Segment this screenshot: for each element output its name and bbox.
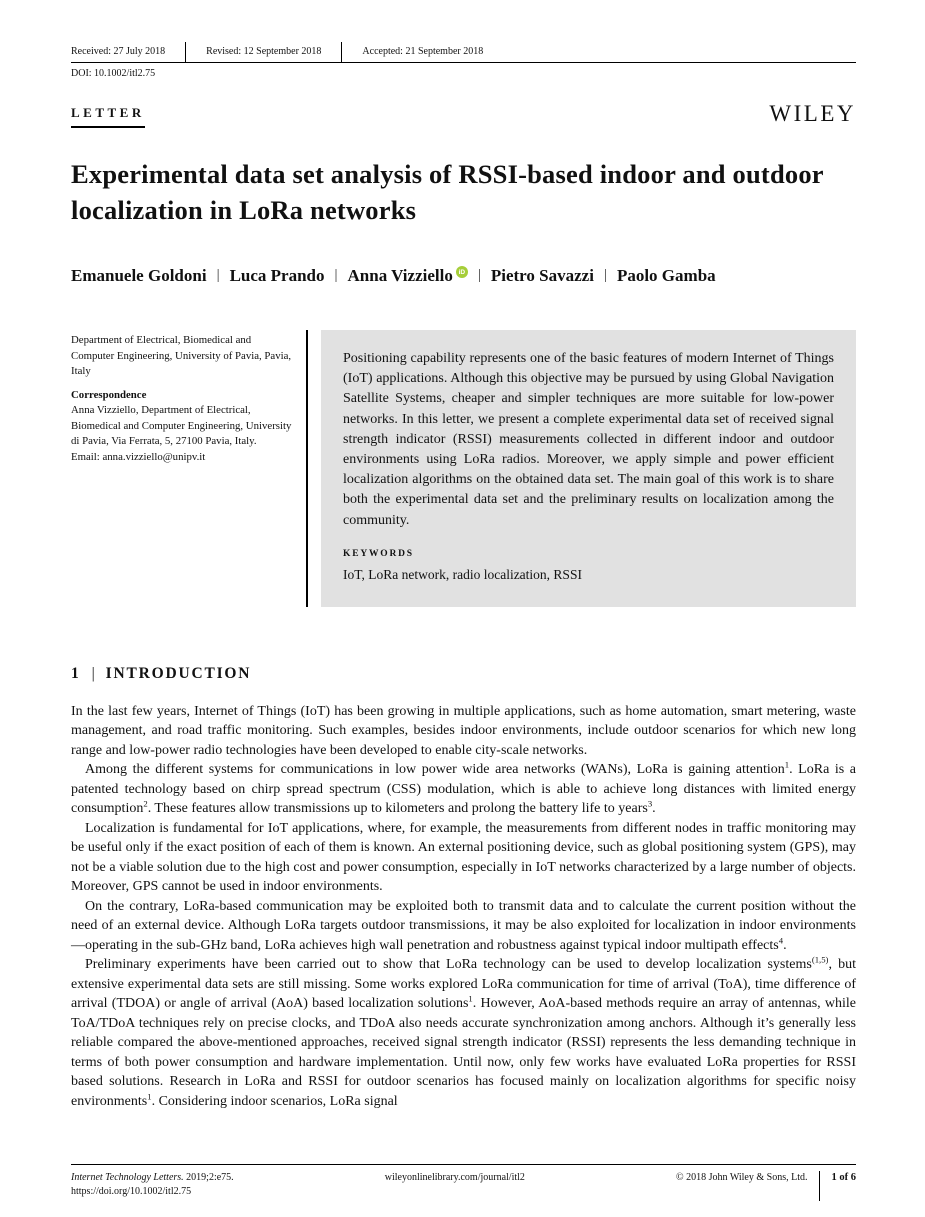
section-title: INTRODUCTION: [105, 664, 252, 682]
footer-page-number: 1 of 6: [831, 1172, 856, 1183]
abstract-panel: [321, 330, 856, 607]
author-name: Emanuele Goldoni: [71, 266, 207, 285]
introduction-body: [71, 702, 856, 1112]
author-separator: |: [334, 266, 338, 283]
type-row: [71, 101, 856, 128]
wiley-logo: WILEY: [769, 101, 856, 126]
author-separator: |: [603, 266, 607, 283]
header-dates: [71, 42, 856, 63]
footer-journal-name: Internet Technology Letters.: [71, 1172, 184, 1183]
correspondence-email[interactable]: Email: anna.vizziello@unipv.it: [71, 450, 206, 463]
page-title: Experimental data set analysis of RSSI-based indoor and outdoor localization in LoRa networks: [71, 159, 824, 225]
footer-site[interactable]: wileyonlinelibrary.com/journal/itl2: [384, 1172, 525, 1183]
section-number: 1: [71, 664, 81, 682]
authors-row: [71, 266, 856, 286]
received-date: Received: 27 July 2018: [71, 42, 186, 62]
correspondence-text: Anna Vizziello, Department of Electrical, Biomedical and Computer Engineering, University di Pavia, Via Ferrata, 5, 27100 Pavia, Italy.: [71, 404, 292, 447]
section-pipe: |: [91, 664, 95, 682]
intro-paragraph: Preliminary experiments have been carried out to show that LoRa technology can be used to develop localization systems$^{(1,5)}$, but extensive experimental data sets are still missing. Some works explored LoRa communication for time of arrival (ToA), time difference of arrival (TDOA) or angle of arrival (AoA) based localization solutions$^1$. However, AoA-based methods require an array of antennas, while ToA/TDoA techniques rely on precise clocks, and TDoA also needs accurate synchronization among anchors. Although it’s generally less reliable compared the above-mentioned approaches, received signal strength indicator (RSSI) represents the less demanding technique in terms of both power consumption and hardware implementation. Until now, only few works have evaluated LoRa properties for RSSI based solutions. Research in LoRa and RSSI for outdoor scenarios has focused mainly on localization algorithms for specific noisy environments$^1$. Considering indoor scenarios, LoRa signal: [71, 954, 857, 1109]
vertical-divider: [306, 330, 308, 607]
intro-paragraph: Localization is fundamental for IoT applications, where, for example, the measurements from different nodes in traffic monitoring may be useful only if the exact position of each of them is known. An external positioning device, such as global positioning system (GPS), may not be a viable solution due to the high cost and power consumption, especially in IoT networks characterized by a large number of objects. Moreover, GPS cannot be used in indoor environments.: [71, 820, 856, 895]
main-row: [71, 330, 856, 607]
keywords-label: KEYWORDS: [343, 548, 414, 559]
intro-paragraph: In the last few years, Internet of Things (IoT) has been growing in multiple applications, such as home automation, smart metering, waste management, and road traffic monitoring. Such examples, besides indoor environments, include outdoor scenarios for which new long range and low-power radio technologies have been developed to enable city-scale networks.: [71, 703, 856, 758]
intro-paragraph: Among the different systems for communications in low power wide area networks (WANs), LoRa is gaining attention$^1$. LoRa is a patented technology based on chirp spread spectrum (CSS) modulation, which is able to achieve long distances with limited energy consumption$^2$. These features allow transmissions up to kilometers and prolong the battery life to years$^3$.: [71, 759, 856, 817]
footer-doi-url[interactable]: https://doi.org/10.1002/itl2.75: [71, 1186, 192, 1197]
footer-copyright: © 2018 John Wiley & Sons, Ltd.: [676, 1172, 808, 1183]
affiliation-text: Department of Electrical, Biomedical and Computer Engineering, University of Pavia, Pavia, Italy: [71, 334, 292, 377]
abstract-text: Positioning capability represents one of the basic features of modern Internet of Things (IoT) applications. Although this objective may be pursued by using Global Navigation Satellite Systems, cheaper and simpler techniques are more suitable for low-power networks. In this letter, we present a complete experimental data set of received signal strength indicator (RSSI) measurements collected in different indoor and outdoor environments using LoRa radios. Moreover, we apply simple and power efficient localization algorithms on the obtained data set. The main goal of this work is to share both the experimental data set and the preliminary results on localization among the community.: [343, 351, 834, 528]
doi-line: DOI: 10.1002/itl2.75: [71, 68, 156, 79]
orcid-icon[interactable]: iD: [456, 266, 468, 278]
footer-right: [676, 1171, 856, 1201]
footer-citation: [71, 1171, 234, 1199]
page-footer: [71, 1164, 856, 1201]
author-separator: |: [477, 266, 481, 283]
author-name: Anna Vizziello: [347, 266, 453, 285]
author-name: Luca Prando: [229, 266, 325, 285]
author-name: Pietro Savazzi: [490, 266, 594, 285]
keywords-text: IoT, LoRa network, radio localization, RSSI: [343, 566, 582, 582]
footer-citation-rest: 2019;2:e75.: [183, 1172, 234, 1183]
correspondence-label: Correspondence: [71, 388, 147, 401]
author-separator: |: [216, 266, 220, 283]
accepted-date: Accepted: 21 September 2018: [362, 46, 484, 57]
intro-paragraph: On the contrary, LoRa-based communication may be exploited both to transmit data and to calculate the current position without the need of an external device. Although LoRa targets outdoor transmissions, it may be also exploited for localization in indoor environments—operating in the sub-GHz band, LoRa achieves high wall penetration and robustness against typical indoor multipath effects$^4$.: [71, 898, 856, 953]
revised-date: Revised: 12 September 2018: [186, 42, 342, 62]
author-name: Paolo Gamba: [616, 266, 716, 285]
section-heading: [71, 665, 856, 683]
affiliation-column: [71, 330, 295, 607]
article-type-label: LETTER: [71, 105, 145, 128]
